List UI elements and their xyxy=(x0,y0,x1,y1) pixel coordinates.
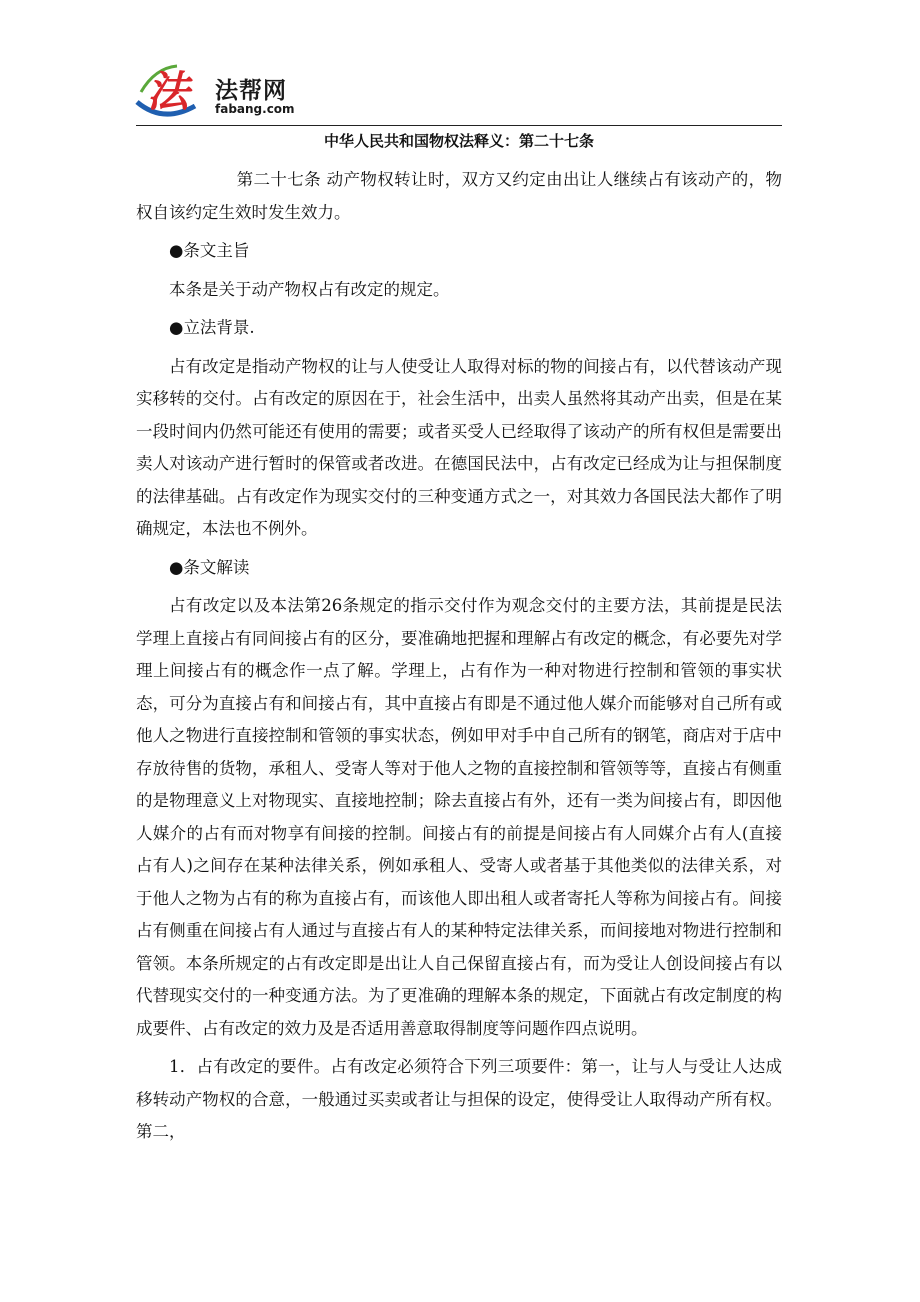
header-divider xyxy=(136,125,782,126)
document-body xyxy=(136,164,782,1155)
site-header xyxy=(133,58,783,128)
brand-domain: fabang.com xyxy=(215,102,295,116)
brand-name: 法帮网 xyxy=(215,78,287,104)
paragraph-background: 占有改定是指动产物权的让与人使受让人取得对标的物的间接占有，以代替该动产现实移转的交付。占有改定的原因在于，社会生活中，出卖人虽然将其动产出卖，但是在某一段时间内仍然可能还有使用的需要；或者买受人已经取得了该动产的所有权但是需要出卖人对该动产进行暂时的保管或者改进。在德国民法中，占有改定已经成为让与担保制度的法律基础。占有改定作为现实交付的三种变通方式之一，对其效力各国民法大都作了明确规定，本法也不例外。 xyxy=(136,356,782,538)
paragraph-interpretation: 占有改定以及本法第26条规定的指示交付作为观念交付的主要方法，其前提是民法学理上直接占有同间接占有的区分，要准确地把握和理解占有改定的概念，有必要先对学理上间接占有的概念作一点了解。学理上，占有作为一种对物进行控制和管领的事实状态，可分为直接占有和间接占有，其中直接占有即是不通过他人媒介而能够对自己所有或他人之物进行直接控制和管领的事实状态，例如甲对手中自己所有的钢笔，商店对于店中存放待售的货物，承租人、受寄人等对于他人之物的直接控制和管领等等，直接占有侧重的是物理意义上对物现实、直接地控制；除去直接占有外，还有一类为间接占有，即因他人媒介的占有而对物享有间接的控制。间接占有的前提是间接占有人同媒介占有人(直接占有人)之间存在某种法律关系，例如承租人、受寄人或者基于其他类似的法律关系，对于他人之物为占有的称为直接占有，而该他人即出租人或者寄托人等称为间接占有。间接占有侧重在间接占有人通过与直接占有人的某种特定法律关系，而间接地对物进行控制和管领。本条所规定的占有改定即是出让人自己保留直接占有，而为受让人创设间接占有以代替现实交付的一种变通方法。为了更准确的理解本条的规定，下面就占有改定制度的构成要件、占有改定的效力及是否适用善意取得制度等问题作四点说明。 xyxy=(136,596,782,1038)
paragraph-purpose: 本条是关于动产物权占有改定的规定。 xyxy=(169,279,450,299)
fabang-logo-icon xyxy=(133,62,217,124)
section-heading-purpose: ●条文主旨 xyxy=(169,241,250,260)
section-heading-background: ●立法背景. xyxy=(169,318,255,337)
section-heading-interpretation: ●条文解读 xyxy=(169,557,250,577)
document-title: 中华人民共和国物权法释义：第二十七条 xyxy=(323,132,594,150)
paragraph-requirements: 1．占有改定的要件。占有改定必须符合下列三项要件：第一，让与人与受让人达成移转动产物权的合意，一般通过买卖或者让与担保的设定，使得受让人取得动产所有权。第二， xyxy=(136,1057,782,1141)
svg-text:法: 法 xyxy=(147,67,190,116)
article-text: 第二十七条 动产物权转让时，双方又约定由出让人继续占有该动产的，物权自该约定生效时发生效力。 xyxy=(136,170,782,222)
